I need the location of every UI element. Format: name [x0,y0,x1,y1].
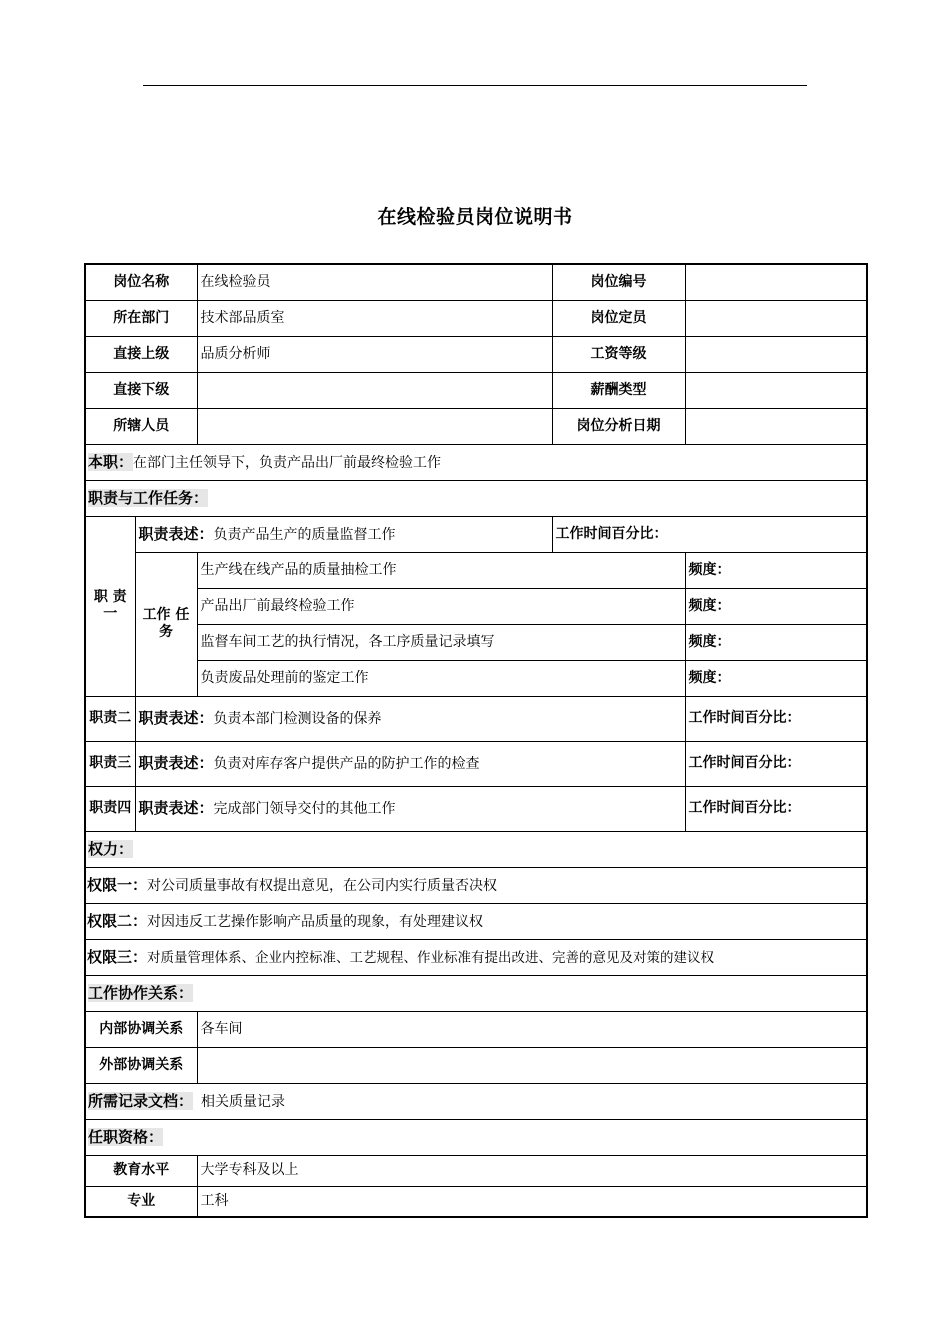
relations-header-cell [85,975,867,1011]
row-authority-2 [85,903,867,939]
duty4-percent-label: 工作时间百分比： [685,786,867,831]
duty3-percent-label: 工作时间百分比： [685,741,867,786]
row-duty1-task2 [85,588,867,624]
position-code-label: 岗位编号 [552,264,685,300]
duty1-tasks-label: 工作 任务 [135,552,197,696]
duty1-task4-text: 负责废品处理前的鉴定工作 [197,660,685,696]
authority-header-cell [85,831,867,867]
position-code-value [685,264,867,300]
row-records [85,1083,867,1119]
duty4-statement-label: 职责表述： [138,799,214,818]
authority-2-text: 对因违反工艺操作影响产品质量的现象，有处理建议权 [147,913,484,930]
duty1-task1-frequency: 频度： [685,552,867,588]
authority-1-label: 权限一： [87,875,148,894]
header-rule [143,85,807,86]
duty3-statement-text: 负责对库存客户提供产品的防护工作的检查 [213,756,480,773]
department-label: 所在部门 [85,300,197,336]
duties-header: 职责与工作任务： [88,488,209,507]
education-label: 教育水平 [85,1155,197,1186]
row-duty4 [85,786,867,831]
duty4-statement-text: 完成部门领导交付的其他工作 [213,801,396,818]
authority-2 [85,903,867,939]
grade-label: 工资等级 [552,336,685,372]
authority-1-text: 对公司质量事故有权提出意见，在公司内实行质量否决权 [147,877,498,894]
row-qualification-header [85,1119,867,1155]
row-duty2 [85,696,867,741]
duty1-task2-text: 产品出厂前最终检验工作 [197,588,685,624]
duty1-label: 职 责 一 [85,516,135,696]
pay-type-value [685,372,867,408]
duty1-statement-text: 负责产品生产的质量监督工作 [213,526,396,543]
duty2-statement [135,696,685,741]
duty3-statement-label: 职责表述： [138,754,214,773]
row-duty3 [85,741,867,786]
major-label: 专业 [85,1186,197,1217]
duty4-statement [135,786,685,831]
row-authority-3 [85,939,867,975]
duties-header-cell [85,480,867,516]
authority-1 [85,867,867,903]
duty1-task1-text: 生产线在线产品的质量抽检工作 [197,552,685,588]
authority-header: 权力： [88,839,134,858]
external-relations-label: 外部协调关系 [85,1047,197,1083]
document-title: 在线检验员岗位说明书 [377,206,573,228]
row-duties-header [85,480,867,516]
staff-value [197,408,552,444]
internal-relations-value: 各车间 [197,1011,867,1047]
authority-3 [85,939,867,975]
duty2-statement-text: 负责本部门检测设备的保养 [213,711,382,728]
qualification-header-cell [85,1119,867,1155]
duty1-statement [135,516,552,552]
analysis-date-label: 岗位分析日期 [552,408,685,444]
duty1-task4-frequency: 频度： [685,660,867,696]
row-duty1-statement [85,516,867,552]
duty4-label: 职责四 [85,786,135,831]
row-superior [85,336,867,372]
superior-value: 品质分析师 [197,336,552,372]
row-duty-summary [85,444,867,480]
subordinate-value [197,372,552,408]
education-value: 大学专科及以上 [197,1155,867,1186]
internal-relations-label: 内部协调关系 [85,1011,197,1047]
records-value: 相关质量记录 [201,1093,286,1110]
pay-type-label: 薪酬类型 [552,372,685,408]
duty1-task2-frequency: 频度： [685,588,867,624]
duty1-percent-label: 工作时间百分比： [552,516,867,552]
analysis-date-value [685,408,867,444]
duty3-statement [135,741,685,786]
row-subordinate [85,372,867,408]
records-label: 所需记录文档： [88,1091,194,1110]
duty-summary [85,444,867,480]
external-relations-value [197,1047,867,1083]
authority-2-label: 权限二： [87,911,148,930]
duty2-percent-label: 工作时间百分比： [685,696,867,741]
position-name-value: 在线检验员 [197,264,552,300]
authority-3-label: 权限三： [87,947,148,966]
row-major [85,1186,867,1217]
row-education [85,1155,867,1186]
duty3-label: 职责三 [85,741,135,786]
row-authority-header [85,831,867,867]
relations-header: 工作协作关系： [88,983,194,1002]
row-duty1-task4 [85,660,867,696]
records-cell [85,1083,867,1119]
row-duty1-task3 [85,624,867,660]
department-value: 技术部品质室 [197,300,552,336]
duty1-task3-frequency: 频度： [685,624,867,660]
quota-value [685,300,867,336]
staff-label: 所辖人员 [85,408,197,444]
duty-summary-text: 在部门主任领导下，负责产品出厂前最终检验工作 [133,454,442,471]
row-relations-header [85,975,867,1011]
grade-value [685,336,867,372]
row-position-name [85,264,867,300]
qualification-header: 任职资格： [88,1127,164,1146]
job-description-table [84,263,868,1218]
row-duty1-task1 [85,552,867,588]
duty2-label: 职责二 [85,696,135,741]
duty1-task3-text: 监督车间工艺的执行情况，各工序质量记录填写 [197,624,685,660]
duty2-statement-label: 职责表述： [138,709,214,728]
quota-label: 岗位定员 [552,300,685,336]
major-value: 工科 [197,1186,867,1217]
subordinate-label: 直接下级 [85,372,197,408]
duty1-statement-label: 职责表述： [138,524,214,543]
row-internal-relations [85,1011,867,1047]
position-name-label: 岗位名称 [85,264,197,300]
duty-summary-label: 本职： [88,452,134,471]
authority-3-text: 对质量管理体系、企业内控标准、工艺规程、作业标准有提出改进、完善的意见及对策的建议权 [147,949,715,966]
row-external-relations [85,1047,867,1083]
row-authority-1 [85,867,867,903]
row-staff [85,408,867,444]
row-department [85,300,867,336]
superior-label: 直接上级 [85,336,197,372]
